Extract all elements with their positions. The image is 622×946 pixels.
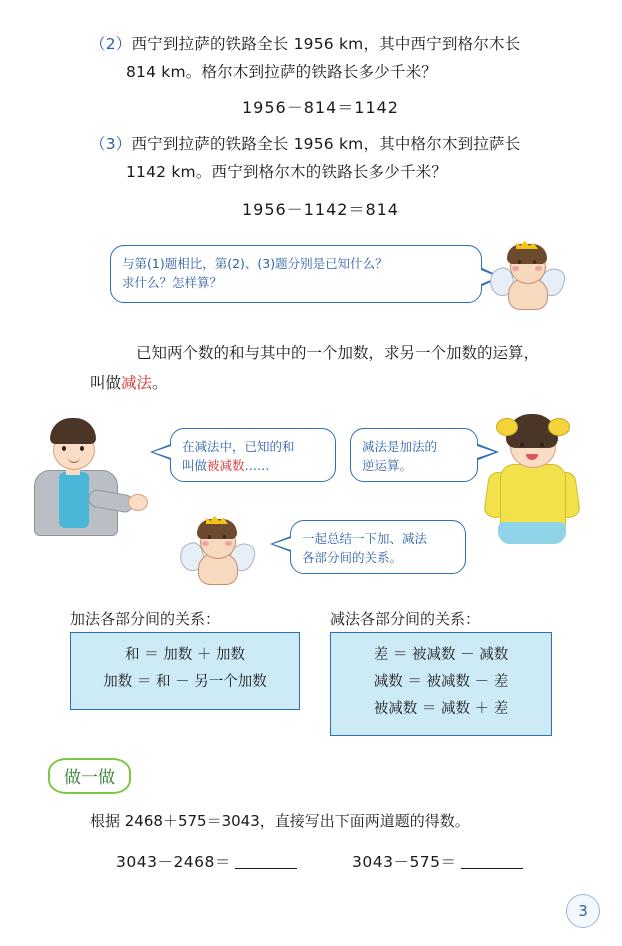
- subtraction-relation-box: [330, 632, 552, 736]
- exercise-1: [116, 850, 297, 872]
- boy-bubble-line1: 在减法中，已知的和: [182, 439, 295, 454]
- addition-relation-line-1: 和 ＝ 加数 ＋ 加数: [125, 647, 245, 663]
- problem-2-line2: 814 km。格尔木到拉萨的铁路长多少千米？: [126, 63, 437, 81]
- definition-line2-suffix: 。: [152, 374, 168, 392]
- girl-character: [492, 412, 578, 548]
- boy-bubble-line2-suffix: ……: [244, 458, 270, 473]
- problem-2-equation: 1956－814＝1142: [242, 98, 399, 117]
- boy-eye-right: [80, 446, 84, 451]
- practice-instruction: 根据 2468＋575＝3043，直接写出下面两道题的得数。: [90, 812, 470, 830]
- boy-bubble-highlight: 被减数: [207, 458, 245, 473]
- boy-eye-left: [62, 446, 66, 451]
- addition-relation-line-2: 加数 ＝ 和 － 另一个加数: [103, 674, 267, 690]
- problem-2: [90, 30, 560, 86]
- addition-relation-title: 加法各部分间的关系：: [70, 610, 221, 628]
- angel-bottom-bubble-line1: 一起总结一下加、减法: [302, 531, 428, 546]
- exercise-1-label: 3043－2468＝: [116, 853, 231, 871]
- question-bubble: [110, 245, 482, 303]
- girl-hair-bow-left: [496, 418, 518, 436]
- boy-bubble-line2: [182, 456, 324, 475]
- exercise-2-blank[interactable]: [461, 854, 523, 869]
- girl-hair-bow-right: [548, 418, 570, 436]
- problem-3-line2: 1142 km。西宁到格尔木的铁路长多少千米？: [126, 163, 448, 181]
- subtraction-relation-line-2: 减数 ＝ 被减数 － 差: [373, 674, 509, 690]
- addition-relation-box: [70, 632, 300, 710]
- problem-3-equation: 1956－1142＝814: [242, 200, 399, 219]
- girl-eye-left: [520, 442, 524, 447]
- exercise-2: [352, 850, 523, 872]
- definition-keyword: 减法: [121, 374, 153, 392]
- angel-cheek-right: [535, 266, 542, 271]
- angel2-cheek-right: [225, 541, 232, 546]
- girl-bubble-line2: 逆运算。: [362, 458, 413, 473]
- angel-bottom-bubble-tail-inner: [273, 538, 291, 550]
- problem-2-label: （2）: [90, 35, 132, 53]
- problem-3-label: （3）: [90, 135, 132, 153]
- angel-bottom-bubble: [290, 520, 466, 574]
- girl-skirt: [498, 522, 566, 544]
- boy-character: [32, 418, 152, 538]
- definition-line1: 已知两个数的和与其中的一个加数，求另一个加数的运算，: [136, 344, 540, 362]
- problem-3: [90, 130, 560, 186]
- boy-hand: [128, 494, 148, 511]
- problem-3-line1: 西宁到拉萨的铁路全长 1956 km，其中格尔木到拉萨长: [131, 135, 521, 153]
- boy-bubble: [170, 428, 336, 482]
- definition-line2-prefix: 叫做: [90, 374, 122, 392]
- boy-hair: [50, 418, 96, 444]
- exercise-2-label: 3043－575＝: [352, 853, 457, 871]
- subtraction-relation-line-1: 差 ＝ 被减数 － 减数: [373, 647, 509, 663]
- girl-bubble-line1: 减法是加法的: [362, 439, 438, 454]
- angel2-cheek-left: [202, 541, 209, 546]
- angel-character-bottom: [186, 515, 248, 589]
- question-bubble-line2: 求什么？怎样算？: [122, 275, 223, 290]
- page-number: 3: [566, 894, 600, 928]
- angel-eye-right: [533, 260, 536, 264]
- angel2-eye-left: [208, 535, 211, 539]
- girl-eye-right: [540, 442, 544, 447]
- practice-heading: 做一做: [48, 758, 131, 794]
- angel2-eye-right: [223, 535, 226, 539]
- definition-paragraph: [90, 338, 560, 398]
- boy-shirt: [59, 472, 89, 528]
- angel-cheek-left: [512, 266, 519, 271]
- subtraction-relation-line-3: 被减数 ＝ 减数 ＋ 差: [373, 701, 509, 717]
- angel-bottom-bubble-line2: 各部分间的关系。: [302, 550, 403, 565]
- boy-bubble-line2-prefix: 叫做: [182, 458, 208, 473]
- question-bubble-line1: 与第(1)题相比，第(2)、(3)题分别是已知什么？: [122, 256, 388, 271]
- problem-2-line1: 西宁到拉萨的铁路全长 1956 km，其中西宁到格尔木长: [131, 35, 521, 53]
- angel-eye-left: [518, 260, 521, 264]
- girl-bubble: [350, 428, 478, 482]
- subtraction-relation-title: 减法各部分间的关系：: [330, 610, 481, 628]
- exercise-1-blank[interactable]: [235, 854, 297, 869]
- angel-character-top: [496, 240, 558, 314]
- boy-bubble-tail-inner: [153, 446, 171, 458]
